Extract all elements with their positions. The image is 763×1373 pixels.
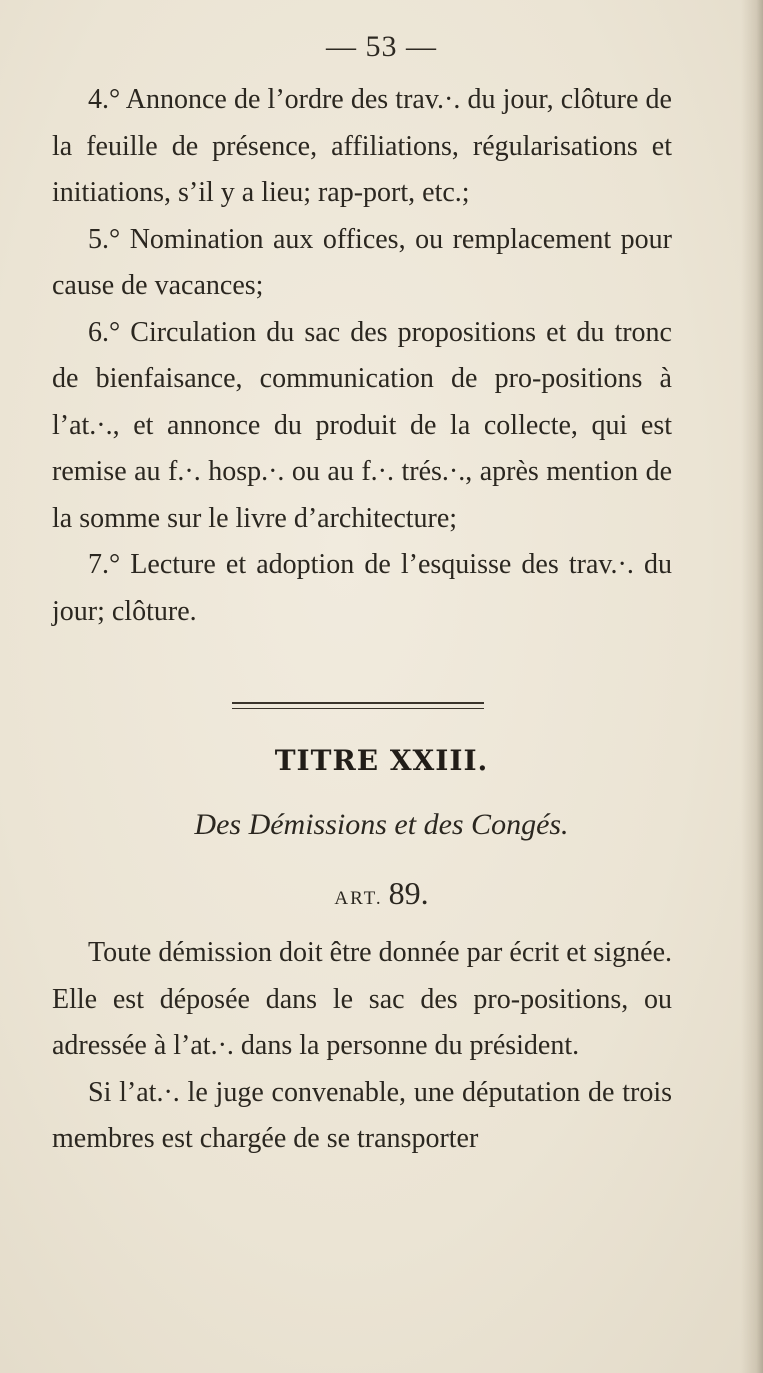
article-paragraph-1: Toute démission doit être donnée par écrit et signée. Elle est déposée dans le sac des pro-positions, ou adressée à l’at.·. dans la personne du président. bbox=[52, 937, 672, 1061]
list-item-4: 4.° Annonce de l’ordre des trav.·. du jour, clôture de la feuille de présence, affiliations, régularisations et initiations, s’il y a lieu; rap-port, etc.; bbox=[52, 84, 672, 208]
list-item-5: 5.° Nomination aux offices, ou remplacement pour cause de vacances; bbox=[52, 223, 672, 301]
section-title: TITRE XXIII. bbox=[274, 744, 489, 777]
section-subtitle: Des Démissions et des Congés. bbox=[194, 808, 569, 841]
article-number: 89. bbox=[388, 875, 429, 911]
section-divider bbox=[232, 702, 484, 709]
page-gutter-shadow bbox=[741, 0, 763, 1373]
list-item-7: 7.° Lecture et adoption de l’esquisse des trav.·. du jour; clôture. bbox=[52, 549, 672, 627]
article-heading bbox=[0, 875, 763, 912]
procedure-list bbox=[52, 77, 672, 635]
page-number: — 53 — bbox=[326, 30, 437, 63]
article-paragraph-2: Si l’at.·. le juge convenable, une députation de trois membres est chargée de se transporter bbox=[52, 1076, 672, 1154]
article-body bbox=[52, 930, 672, 1163]
list-item-6: 6.° Circulation du sac des propositions et du tronc de bienfaisance, communication de pro-positions à l’at.·., et annonce du produit de la collecte, qui est remise au f.·. hosp.·. ou au f.·. trés.·., après mention de la somme sur le livre d’architecture; bbox=[52, 316, 672, 534]
article-label: ART. bbox=[334, 888, 383, 909]
